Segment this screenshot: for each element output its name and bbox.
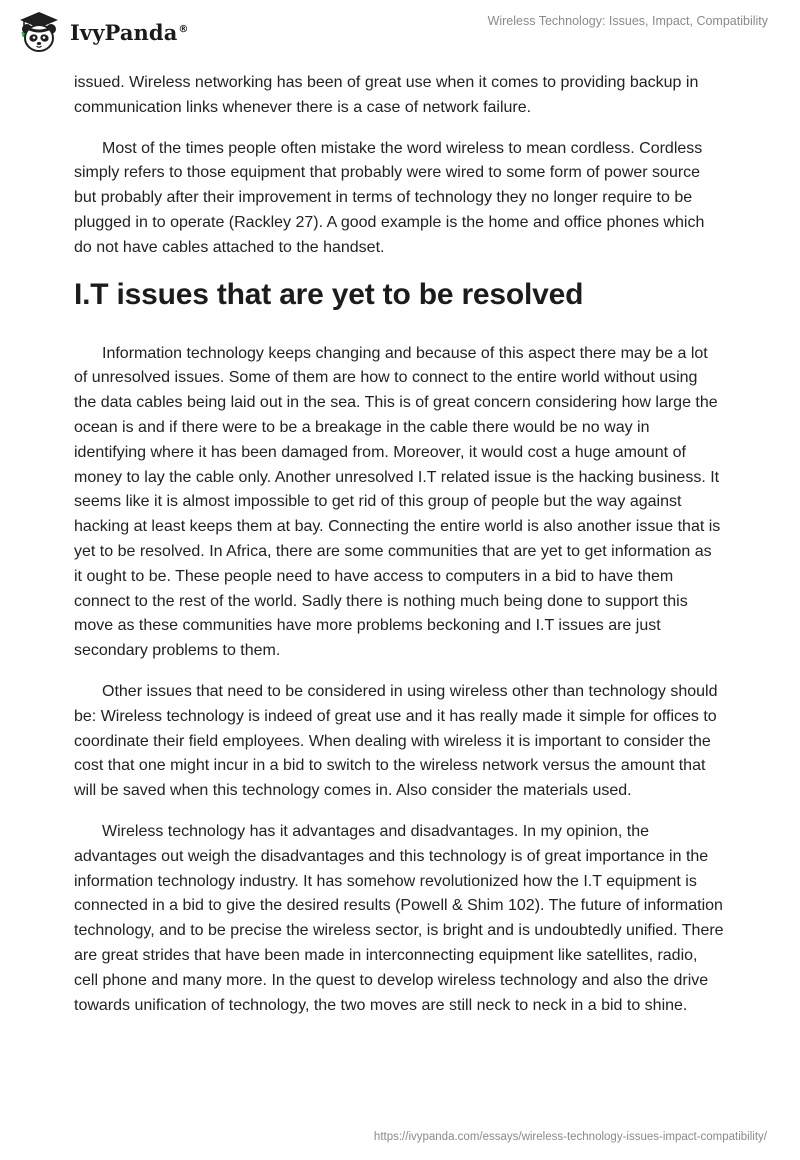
- paragraph-4: Other issues that need to be considered in using wireless other than technology should be: Wireless technology is indeed of great use and it has really made it simple for offices to coordinate their field employees. When dealing with wireless it is important to consider the cost that one might incur in a bid to switch to the wireless network versus the amount that will be saved when this technology comes in. Also consider the materials used.: [74, 682, 718, 800]
- document-title: Wireless Technology: Issues, Impact, Compatibility: [487, 14, 768, 28]
- section-heading: I.T issues that are yet to be resolved: [74, 277, 584, 311]
- paragraph-1: issued. Wireless networking has been of great use when it comes to providing backup in communication links whenever there is a case of network failure.: [74, 74, 699, 116]
- source-url[interactable]: https://ivypanda.com/essays/wireless-technology-issues-impact-compatibility/: [373, 1131, 767, 1143]
- paragraph-5: Wireless technology has it advantages and disadvantages. In my opinion, the advantages out weigh the disadvantages and this technology is of great importance in the information technology industry. It has somehow revolutionized how the I.T equipment is connected in a bid to give the desired results (Powell & Shim 102). The future of information technology, and to be precise the wireless sector, is bright and is undoubtedly unified. There are great strides that have been made in interconnecting equipment like satellites, radio, cell phone and many more. In the quest to develop wireless technology and also the drive towards unification of technology, the two moves are still neck to neck in a bid to shine.: [74, 822, 724, 1014]
- page-header: [0, 0, 800, 64]
- logo-wordmark: [70, 20, 189, 45]
- registered-mark: ®: [178, 23, 189, 35]
- essay-content: [74, 71, 724, 1034]
- paragraph-3: Information technology keeps changing and because of this aspect there may be a lot of unresolved issues. Some of them are how to connect to the entire world without using the data cables being laid out in the sea. This is of great concern considering how large the ocean is and if there were to be a breakage in the cable there would be no way in identifying where it has been damaged from. Moreover, it would cost a huge amount of money to lay the cable only. Another unresolved I.T related issue is the hacking business. It seems like it is almost impossible to get rid of this group of people but the way against hacking at least keeps them at bay. Connecting the entire world is also another issue that is yet to be resolved. In Africa, there are some communities that are yet to get information as it ought to be. These people need to have access to computers in a bid to have them connect to the rest of the world. Sadly there is nothing much being done to support this move as these communities have more problems beckoning and I.T issues are just secondary problems to them.: [74, 344, 721, 660]
- panda-graduate-icon: [16, 10, 62, 54]
- ivypanda-logo[interactable]: [16, 10, 189, 54]
- logo-text: IvyPanda: [70, 19, 178, 45]
- paragraph-2: Most of the times people often mistake the word wireless to mean cordless. Cordless simply refers to those equipment that probably were wired to some form of power source but probably after their improvement in terms of technology they no longer require to be plugged in to operate (Rackley 27). A good example is the home and office phones which do not have cables attached to the handset.: [74, 139, 705, 256]
